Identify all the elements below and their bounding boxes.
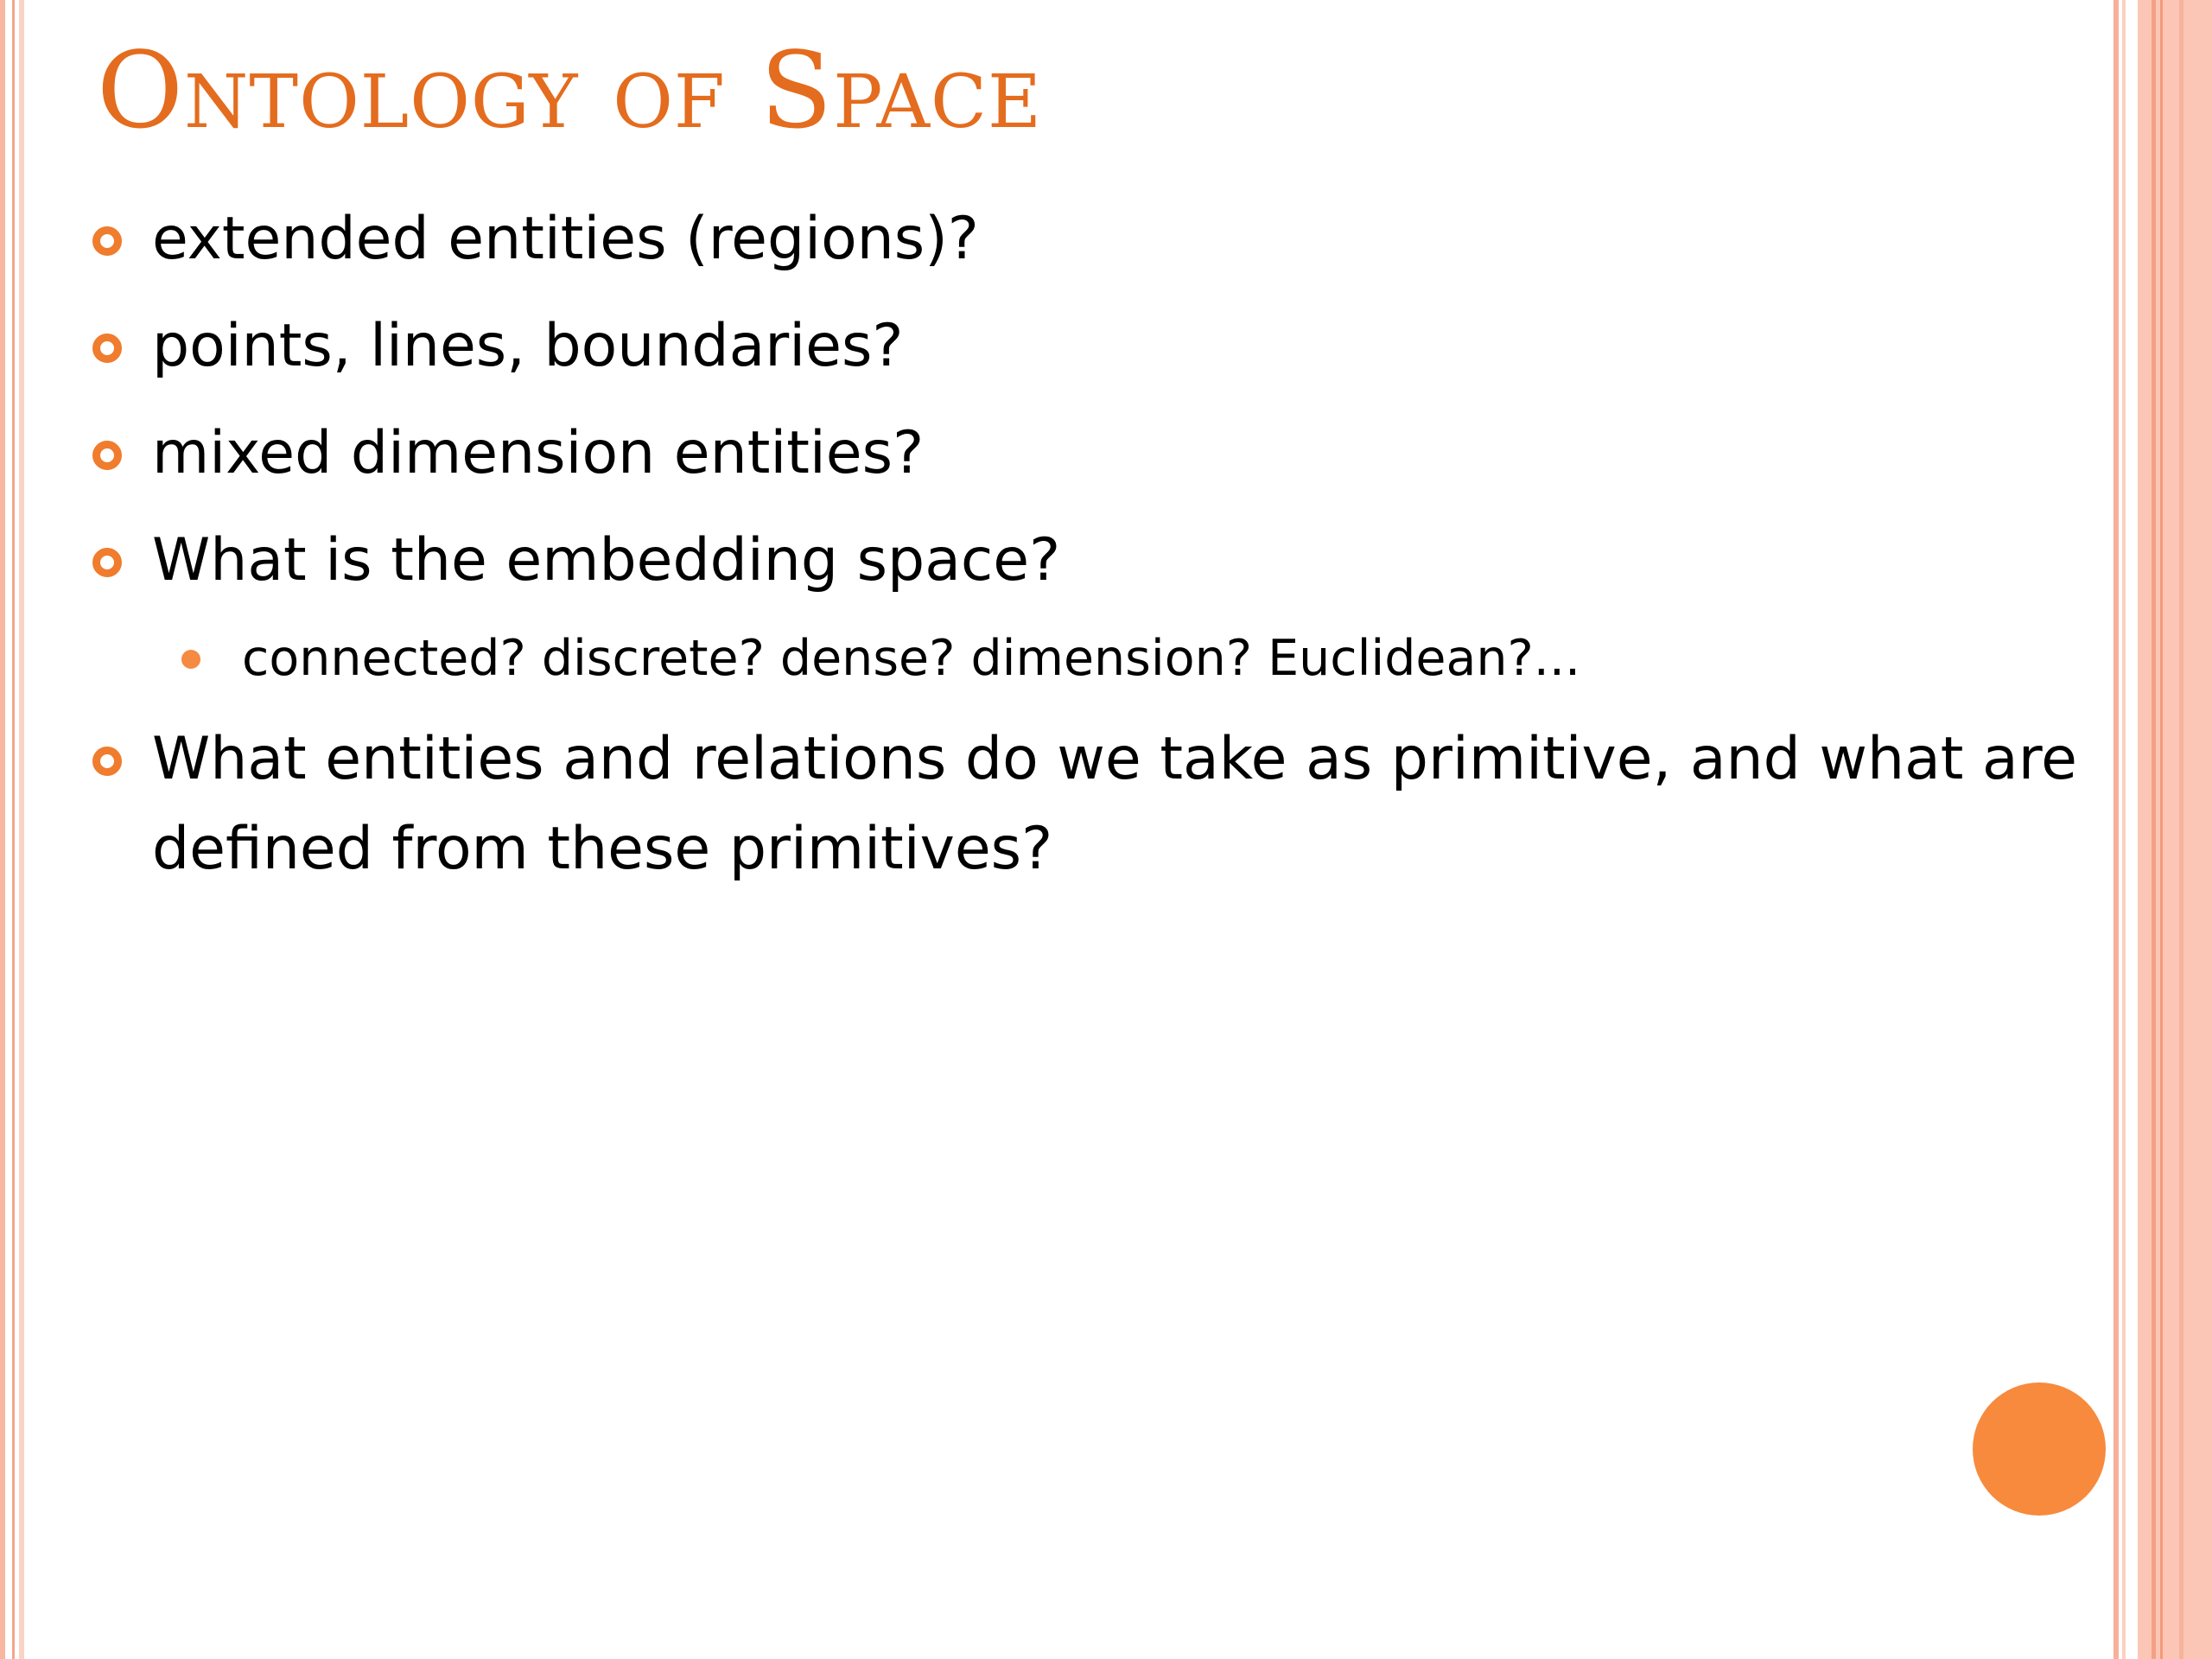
hollow-circle-bullet-icon	[92, 747, 122, 776]
hollow-circle-bullet-icon	[92, 441, 122, 470]
sub-bullet-item: connected? discrete? dense? dimension? Euclidean?...	[242, 630, 1581, 687]
slide-title: Ontology of Space	[97, 29, 1043, 152]
hollow-circle-bullet-icon	[92, 334, 122, 363]
hollow-circle-bullet-icon	[92, 548, 122, 577]
bullet-item: What entities and relations do we take as primitive, and what are defined from these primitives?	[152, 725, 2077, 883]
bullet-item: What is the embedding space?	[152, 526, 1061, 594]
decorative-circle	[1973, 1382, 2106, 1516]
bullet-item: mixed dimension entities?	[152, 419, 925, 487]
dot-bullet-icon	[181, 650, 200, 669]
bullet-item: extended entities (regions)?	[152, 205, 979, 273]
bullet-item: points, lines, boundaries?	[152, 312, 904, 380]
hollow-circle-bullet-icon	[92, 226, 122, 256]
